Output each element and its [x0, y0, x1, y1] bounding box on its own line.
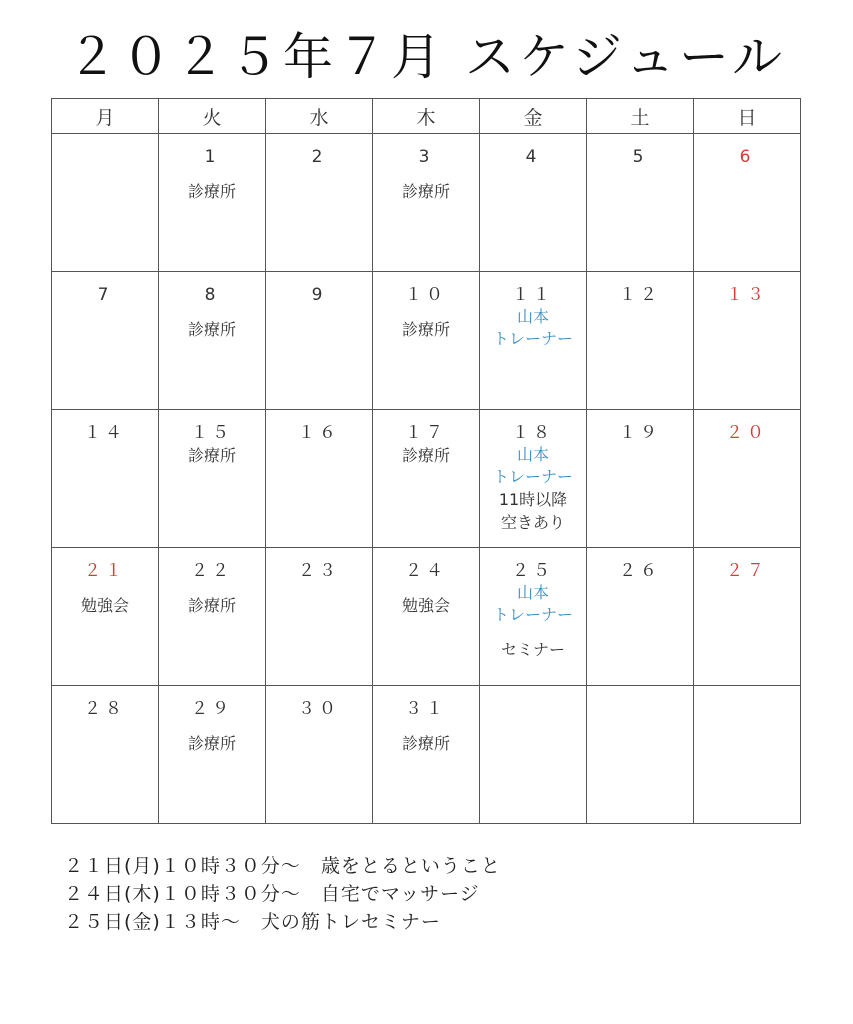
page-title: ２０２５年７月 スケジュール [67, 28, 786, 86]
day-number: ２６ [619, 561, 661, 581]
weekday-wed: 水 [266, 99, 373, 134]
day-cell [587, 548, 694, 686]
day-number: 4 [525, 147, 541, 167]
calendar-grid [51, 98, 801, 824]
day-cell [480, 548, 587, 686]
day-number: １９ [619, 423, 661, 443]
day-cell [587, 686, 694, 824]
schedule-notes [64, 852, 501, 936]
event-label: 診療所 [401, 182, 450, 201]
day-number: 2 [311, 147, 327, 167]
event-label: 診療所 [401, 320, 450, 339]
day-cell [52, 686, 159, 824]
trainer-role: トレーナー [492, 329, 573, 348]
day-number: ２４ [405, 561, 447, 581]
day-number: １６ [298, 423, 340, 443]
day-cell [587, 134, 694, 272]
day-cell [694, 134, 801, 272]
weekday-header-row [52, 99, 801, 134]
day-cell [266, 686, 373, 824]
day-cell [480, 686, 587, 824]
day-number: ２２ [191, 561, 233, 581]
day-number: 1 [204, 147, 220, 167]
weekday-fri: 金 [480, 99, 587, 134]
day-number: １２ [619, 285, 661, 305]
day-cell [373, 686, 480, 824]
day-number: ３１ [405, 699, 447, 719]
day-cell [52, 272, 159, 410]
day-number: １８ [512, 423, 554, 443]
day-number: ２１ [84, 561, 126, 581]
day-cell [52, 410, 159, 548]
day-cell [266, 548, 373, 686]
day-number: ３０ [298, 699, 340, 719]
day-cell [266, 272, 373, 410]
note-line: ２５日(金)１３時～ 犬の筋トレセミナー [64, 911, 441, 933]
trainer-name: 山本 [516, 445, 549, 464]
day-number: ２０ [726, 423, 768, 443]
day-number: １０ [405, 285, 447, 305]
day-number: １３ [726, 285, 768, 305]
availability-status: 空きあり [500, 513, 565, 532]
day-cell [694, 686, 801, 824]
seminar-label: セミナー [500, 640, 565, 659]
day-cell [587, 272, 694, 410]
day-cell [266, 134, 373, 272]
week-row [52, 410, 801, 548]
day-number: ２８ [84, 699, 126, 719]
day-cell [52, 134, 159, 272]
week-row [52, 272, 801, 410]
event-label: 診療所 [187, 446, 236, 465]
note-line: ２１日(月)１０時３０分～ 歳をとるということ [64, 855, 501, 877]
day-number: 6 [739, 147, 755, 167]
day-number: 7 [97, 285, 113, 305]
day-cell [480, 272, 587, 410]
weekday-sat: 土 [587, 99, 694, 134]
day-cell [373, 410, 480, 548]
event-label: 診療所 [187, 734, 236, 753]
trainer-name: 山本 [516, 307, 549, 326]
day-number: 9 [311, 285, 327, 305]
trainer-role: トレーナー [492, 605, 573, 624]
event-label: 診療所 [187, 182, 236, 201]
day-number: ２５ [512, 561, 554, 581]
day-cell [694, 410, 801, 548]
day-cell [159, 272, 266, 410]
note-line: ２４日(木)１０時３０分～ 自宅でマッサージ [64, 883, 480, 905]
trainer-name: 山本 [516, 583, 549, 602]
weekday-sun: 日 [694, 99, 801, 134]
event-label: 勉強会 [80, 596, 129, 615]
day-cell [159, 548, 266, 686]
day-number: １７ [405, 423, 447, 443]
event-label: 診療所 [401, 446, 450, 465]
weekday-tue: 火 [159, 99, 266, 134]
trainer-role: トレーナー [492, 467, 573, 486]
day-number: １１ [512, 285, 554, 305]
day-number: ２３ [298, 561, 340, 581]
event-label: 診療所 [401, 734, 450, 753]
weekday-thu: 木 [373, 99, 480, 134]
week-row [52, 134, 801, 272]
day-cell [373, 272, 480, 410]
day-cell [159, 686, 266, 824]
event-label: 診療所 [187, 596, 236, 615]
day-number: 3 [418, 147, 434, 167]
event-label: 診療所 [187, 320, 236, 339]
day-cell [159, 410, 266, 548]
day-number: 5 [632, 147, 648, 167]
event-label: 勉強会 [401, 596, 450, 615]
day-number: ２７ [726, 561, 768, 581]
day-cell [480, 410, 587, 548]
day-number: ２９ [191, 699, 233, 719]
day-cell [266, 410, 373, 548]
day-cell [587, 410, 694, 548]
day-cell [373, 548, 480, 686]
day-number: １４ [84, 423, 126, 443]
day-number: １５ [191, 423, 233, 443]
day-cell [373, 134, 480, 272]
day-cell [52, 548, 159, 686]
day-cell [480, 134, 587, 272]
day-number: 8 [204, 285, 220, 305]
week-row [52, 686, 801, 824]
day-cell [159, 134, 266, 272]
day-cell [694, 548, 801, 686]
availability-time: 11時以降 [498, 490, 568, 509]
day-cell [694, 272, 801, 410]
weekday-mon: 月 [52, 99, 159, 134]
week-row [52, 548, 801, 686]
